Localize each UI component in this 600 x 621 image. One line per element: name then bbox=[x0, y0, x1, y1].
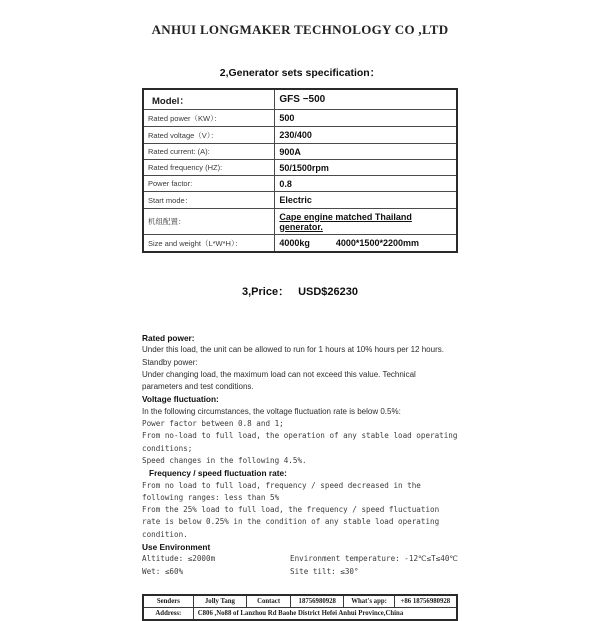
note-line: Under this load, the unit can be allowed to run for 1 hours at 10% hours per 12 hours. bbox=[142, 345, 444, 355]
spec-row-rated-power bbox=[143, 110, 457, 127]
spec-value: 230/400 bbox=[275, 127, 457, 144]
document-page bbox=[142, 0, 458, 621]
price-label: 3,Price： bbox=[241, 286, 290, 298]
senders-label-cell: Senders bbox=[143, 595, 193, 608]
section-heading: 2,Generator sets specification： bbox=[219, 67, 381, 79]
environment-row bbox=[142, 566, 458, 578]
spec-value: 900A bbox=[275, 144, 457, 160]
spec-table bbox=[142, 88, 458, 253]
company-title: ANHUI LONGMAKER TECHNOLOGY CO ,LTD bbox=[151, 22, 449, 37]
spec-label: Start mode： bbox=[143, 192, 275, 209]
note-line: Power factor between 0.8 and 1; bbox=[142, 419, 284, 429]
spec-row-size-weight bbox=[143, 235, 457, 253]
spec-row-rated-current bbox=[143, 144, 457, 160]
spec-row-start-mode bbox=[143, 192, 457, 209]
spec-label: Rated voltage（V）： bbox=[143, 127, 275, 144]
contact-label-cell: Contact bbox=[247, 595, 291, 608]
spec-value: 50/1500rpm bbox=[275, 160, 457, 176]
use-environment-heading: Use Environment bbox=[142, 542, 211, 553]
spec-weight-value: 4000kg bbox=[279, 238, 310, 248]
spec-label: Size and weight（L*W*H）： bbox=[143, 235, 275, 253]
contact-row bbox=[143, 595, 457, 608]
address-value-cell: C806 ,No88 of Lanzhou Rd Baohe District Hefei Anhui Province,China bbox=[193, 607, 457, 620]
spec-value: 0.8 bbox=[275, 176, 457, 192]
environment-row bbox=[142, 553, 458, 565]
spec-value: Electric bbox=[275, 192, 457, 209]
note-line: Speed changes in the following 4.5%. bbox=[142, 455, 307, 465]
standby-power-heading: Standby power: bbox=[142, 357, 198, 367]
contact-table bbox=[142, 594, 458, 621]
spec-label: Power factor: bbox=[143, 176, 275, 192]
spec-value bbox=[275, 235, 457, 253]
env-site-tilt: Site tilt: ≤30° bbox=[290, 566, 359, 576]
price-heading bbox=[142, 283, 458, 299]
spec-row-unit-configuration bbox=[143, 209, 457, 235]
note-line: In the following circumstances, the voltage fluctuation rate is below 0.5%: bbox=[142, 406, 401, 416]
spec-row-power-factor bbox=[143, 176, 457, 192]
price-amount: USD$26230 bbox=[298, 286, 359, 298]
env-altitude: Altitude: ≤2000m bbox=[142, 554, 216, 564]
spec-row-model bbox=[143, 89, 457, 110]
spec-value: 500 bbox=[275, 110, 457, 127]
frequency-fluctuation-heading: Frequency / speed fluctuation rate: bbox=[149, 468, 287, 479]
spec-row-rated-frequency bbox=[143, 160, 457, 176]
spec-label: Rated frequency (HZ): bbox=[143, 160, 275, 176]
note-line: From the 25% load to full load, the frequency / speed fluctuation rate is below 0.25% in the condition of any stable load operating condition. bbox=[142, 505, 440, 539]
note-line: Under changing load, the maximum load can not exceed this value. Technical parameters and test conditions. bbox=[142, 369, 416, 392]
senders-value-cell: Jolly Tang bbox=[193, 595, 246, 608]
rated-power-heading: Rated power: bbox=[142, 333, 195, 343]
voltage-fluctuation-heading: Voltage fluctuation: bbox=[142, 394, 219, 405]
spec-value: Cape engine matched Thailand generator. bbox=[279, 211, 412, 232]
env-temperature: Environment temperature: -12℃≤T≤40℃ bbox=[290, 554, 458, 564]
spec-dimensions-value: 4000*1500*2200mm bbox=[335, 238, 419, 248]
address-label-cell: Address: bbox=[143, 607, 193, 620]
contact-number-cell: 18756980928 bbox=[291, 595, 344, 608]
note-line: From no-load to full load, the operation of any stable load operating conditions; bbox=[142, 431, 458, 453]
notes-section bbox=[142, 332, 458, 578]
spec-label: Rated power（KW）： bbox=[143, 110, 275, 127]
spec-label: 机组配置： bbox=[143, 209, 275, 235]
spec-row-rated-voltage bbox=[143, 127, 457, 144]
spec-label: Rated current: (A): bbox=[143, 144, 275, 160]
note-line: From no load to full load, frequency / speed decreased in the following ranges: less than 5% bbox=[142, 480, 421, 502]
whatsapp-label-cell: What's app: bbox=[344, 595, 394, 608]
address-row bbox=[143, 607, 457, 620]
env-wet: Wet: ≤60% bbox=[142, 566, 184, 576]
spec-label: Model： bbox=[143, 89, 275, 110]
spec-value: GFS −500 bbox=[275, 89, 457, 110]
whatsapp-number-cell: +86 18756980928 bbox=[394, 595, 457, 608]
